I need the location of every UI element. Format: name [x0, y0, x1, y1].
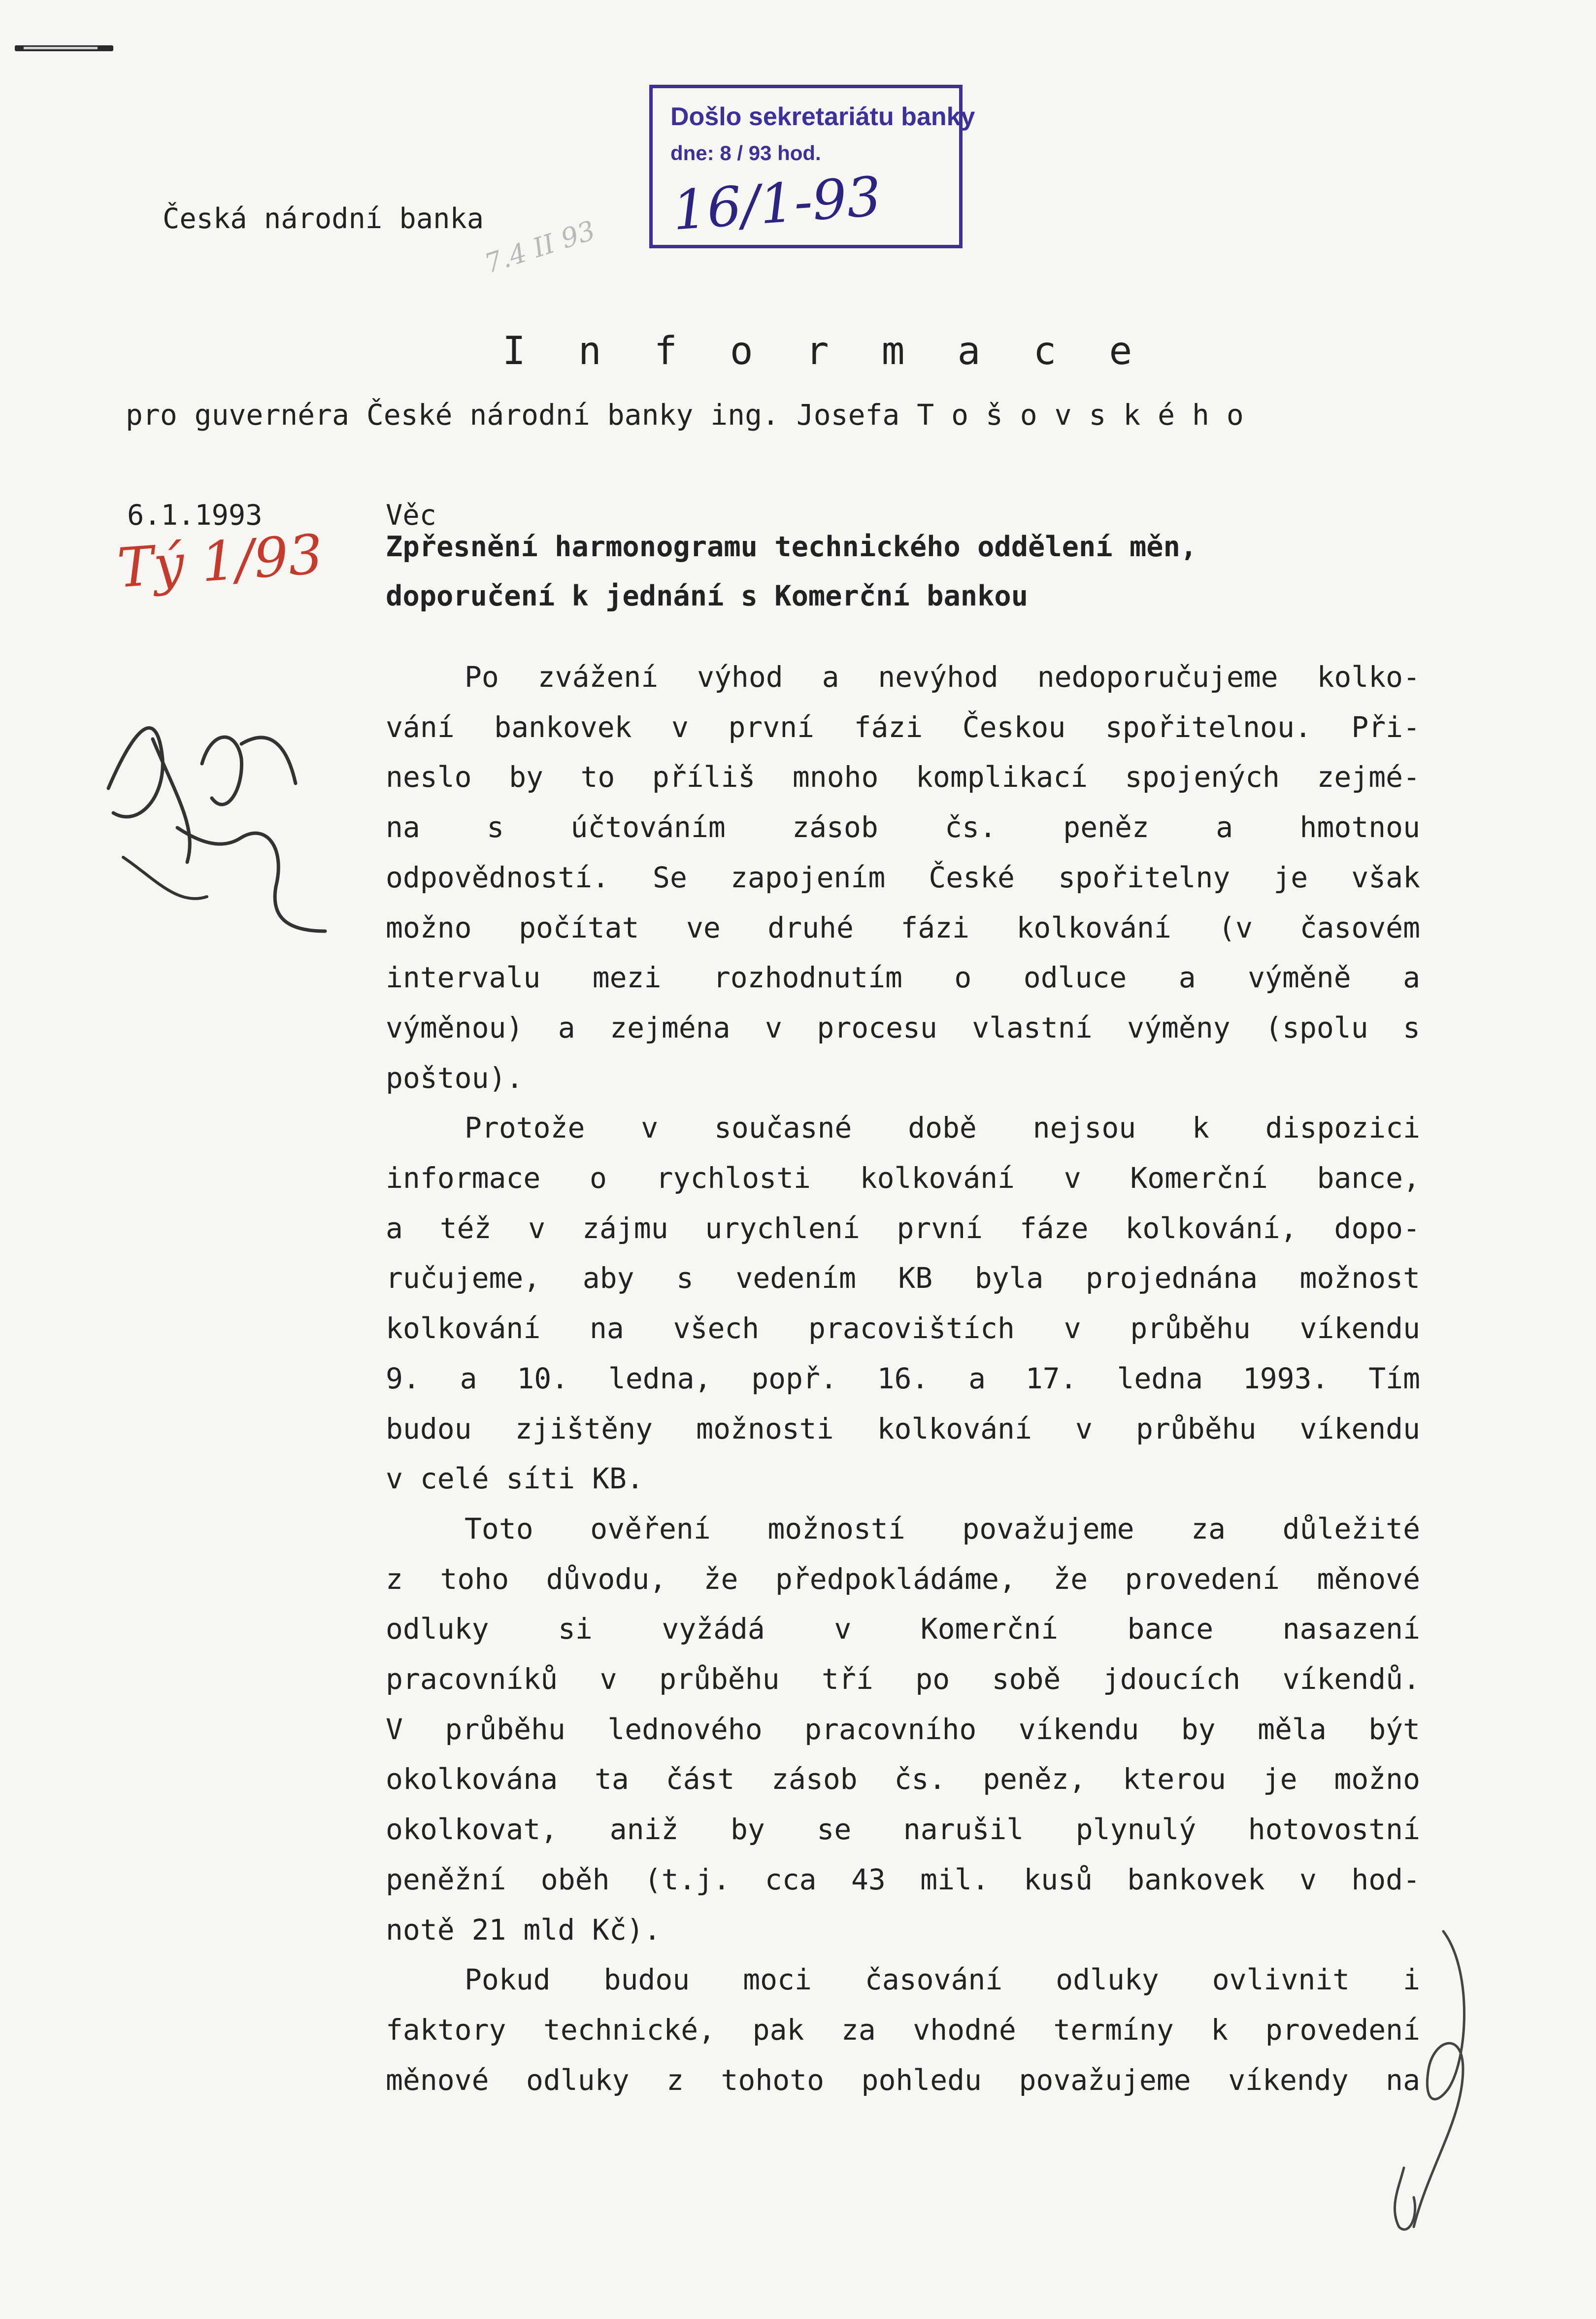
body-line: kolkování na všech pracovištích v průběhu víkendu: [386, 1311, 1420, 1345]
body-line: okolkována ta část zásob čs. peněz, kterou je možno: [386, 1762, 1420, 1796]
body-line: a též v zájmu urychlení první fáze kolkování, dopo-: [386, 1211, 1420, 1245]
stamp-line-1: Došlo sekretariátu banky: [670, 102, 975, 131]
body-line: na s účtováním zásob čs. peněz a hmotnou: [386, 810, 1420, 844]
body-line: notě 21 mld Kč).: [386, 1913, 661, 1947]
body-line: výměnou) a zejména v procesu vlastní výměny (spolu s: [386, 1011, 1420, 1044]
subject-label: Věc: [386, 499, 436, 532]
document-title: I n f o r m a c e: [502, 329, 1147, 373]
stamp-handwritten-date: 16/1-93: [670, 165, 884, 242]
body-line: měnové odluky z tohoto pohledu považujeme víkendy na: [386, 2063, 1420, 2097]
document-date: 6.1.1993: [127, 499, 263, 532]
body-line: intervalu mezi rozhodnutím o odluce a výměně a: [386, 961, 1420, 994]
body-line: Po zvážení výhod a nevýhod nedoporučujeme kolko-: [465, 660, 1420, 694]
pencil-note: 7.4 II 93: [480, 214, 599, 280]
letterhead: Česká národní banka: [163, 202, 484, 235]
handwritten-initials: [79, 700, 355, 956]
body-line: v celé síti KB.: [386, 1462, 644, 1495]
paper-clip-mark: [15, 45, 113, 51]
body-line: Toto ověření možností považujeme za důležité: [465, 1512, 1420, 1546]
body-line: 9. a 10. ledna, popř. 16. a 17. ledna 1993. Tím: [386, 1362, 1420, 1395]
body-line: faktory technické, pak za vhodné termíny k provedení: [386, 2013, 1420, 2047]
body-line: odpovědností. Se zapojením České spořitelny je však: [386, 861, 1420, 894]
body-line: okolkovat, aniž by se narušil plynulý hotovostní: [386, 1813, 1420, 1846]
body-line: neslo by to příliš mnoho komplikací spojených zejmé-: [386, 760, 1420, 794]
red-handwritten-note: Tý 1/93: [115, 522, 325, 600]
body-line: pracovníků v průběhu tří po sobě jdoucích víkendů.: [386, 1662, 1420, 1696]
subject-line-2: doporučení k jednání s Komerční bankou: [386, 580, 1029, 612]
body-line: možno počítat ve druhé fázi kolkování (v časovém: [386, 911, 1420, 944]
body-line: poštou).: [386, 1061, 524, 1095]
stamp-line-2: dne: 8 / 93 hod.: [670, 141, 821, 165]
body-line: peněžní oběh (t.j. cca 43 mil. kusů bankovek v hod-: [386, 1863, 1420, 1896]
body-line: z toho důvodu, že předpokládáme, že provedení měnové: [386, 1562, 1420, 1596]
body-line: Protože v současné době nejsou k dispozici: [465, 1111, 1420, 1144]
body-line: vání bankovek v první fázi Českou spořitelnou. Při-: [386, 710, 1420, 744]
body-line: odluky si vyžádá v Komerční bance nasazení: [386, 1612, 1420, 1646]
body-line: budou zjištěny možnosti kolkování v průběhu víkendu: [386, 1412, 1420, 1445]
addressee-line: pro guvernéra České národní banky ing. Josefa T o š o v s k é h o: [126, 398, 1244, 432]
body-line: Pokud budou moci časování odluky ovlivnit i: [465, 1963, 1420, 1996]
subject-line-1: Zpřesnění harmonogramu technického oddělení měn,: [386, 531, 1197, 563]
received-stamp: [649, 85, 975, 248]
body-line: informace o rychlosti kolkování v Komerční bance,: [386, 1161, 1420, 1195]
body-line: ručujeme, aby s vedením KB byla projednána možnost: [386, 1261, 1420, 1295]
body-line: V průběhu lednového pracovního víkendu by měla být: [386, 1713, 1420, 1746]
